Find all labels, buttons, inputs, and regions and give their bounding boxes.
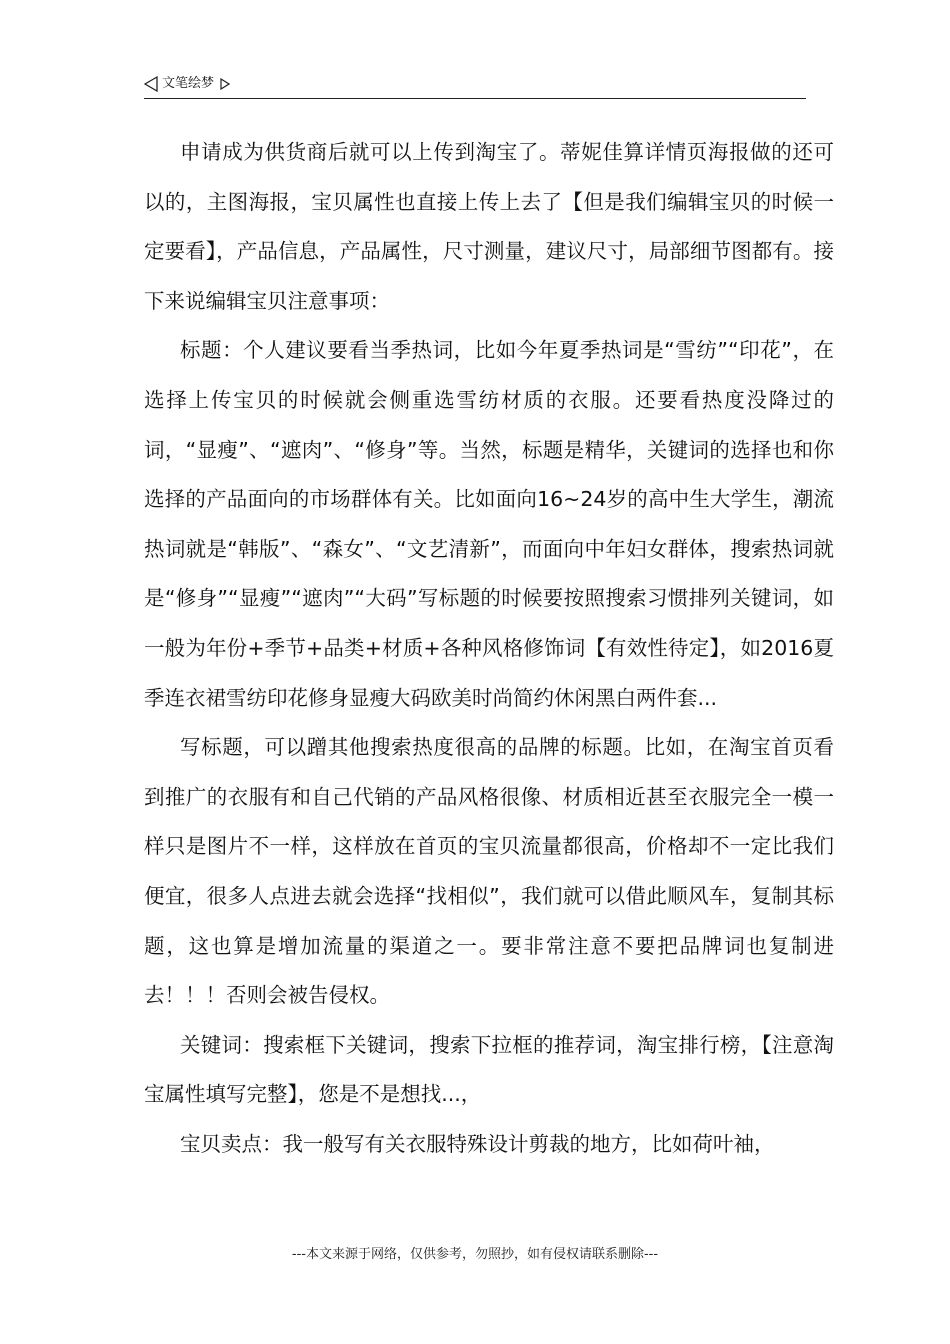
paragraph-title-tips: 标题：个人建议要看当季热词，比如今年夏季热词是“雪纺”“印花”，在选择上传宝贝的时候就会侧重选雪纺材质的衣服。还要看热度没降过的词，“显瘦”、“遮肉”、“修身”等。当然，标题是精华，关键词的选择也和你选择的产品面向的市场群体有关。比如面向16~24岁的高中生大学生，潮流热词就是“韩版”、“森女”、“文艺清新”，而面向中年妇女群体，搜索热词就是“修身”“显瘦”“遮肉”“大码”写标题的时候要按照搜索习惯排列关键词，如一般为年份+季节+品类+材质+各种风格修饰词【有效性待定】，如2016夏季连衣裙雪纺印花修身显瘦大码欧美时尚简约休闲黑白两件套... [144,338,834,710]
right-triangle-icon [220,78,230,90]
paragraph-selling-points: 宝贝卖点：我一般写有关衣服特殊设计剪裁的地方，比如荷叶袖， [180,1131,775,1156]
paragraph-intro: 申请成为供货商后就可以上传到淘宝了。蒂妮佳算详情页海报做的还可以的，主图海报，宝贝属性也直接上传上去了【但是我们编辑宝贝的时候一定要看】，产品信息，产品属性，尺寸测量，建议尺寸，局部细节图都有。接下来说编辑宝贝注意事项： [144,140,834,313]
header-inner [144,74,230,95]
paragraph-borrow-titles: 写标题，可以蹭其他搜索热度很高的品牌的标题。比如，在淘宝首页看到推广的衣服有和自己代销的产品风格很像、材质相近甚至衣服完全一模一样只是图片不一样，这样放在首页的宝贝流量都很高，价格却不一定比我们便宜，很多人点进去就会选择“找相似”，我们就可以借此顺风车，复制其标题，这也算是增加流量的渠道之一。要非常注意不要把品牌词也复制进去！！！否则会被告侵权。 [144,735,834,1008]
header-title: 文笔绘梦 [162,76,215,91]
paragraph-keywords: 关键词：搜索框下关键词，搜索下拉框的推荐词，淘宝排行榜，【注意淘宝属性填写完整】，您是不是想找...， [144,1032,834,1107]
document-body [144,128,834,1169]
left-triangle-icon [144,76,158,92]
page-header [144,72,806,99]
page-footer-disclaimer: ---本文来源于网络，仅供参考，勿照抄，如有侵权请联系删除--- [291,1247,659,1262]
